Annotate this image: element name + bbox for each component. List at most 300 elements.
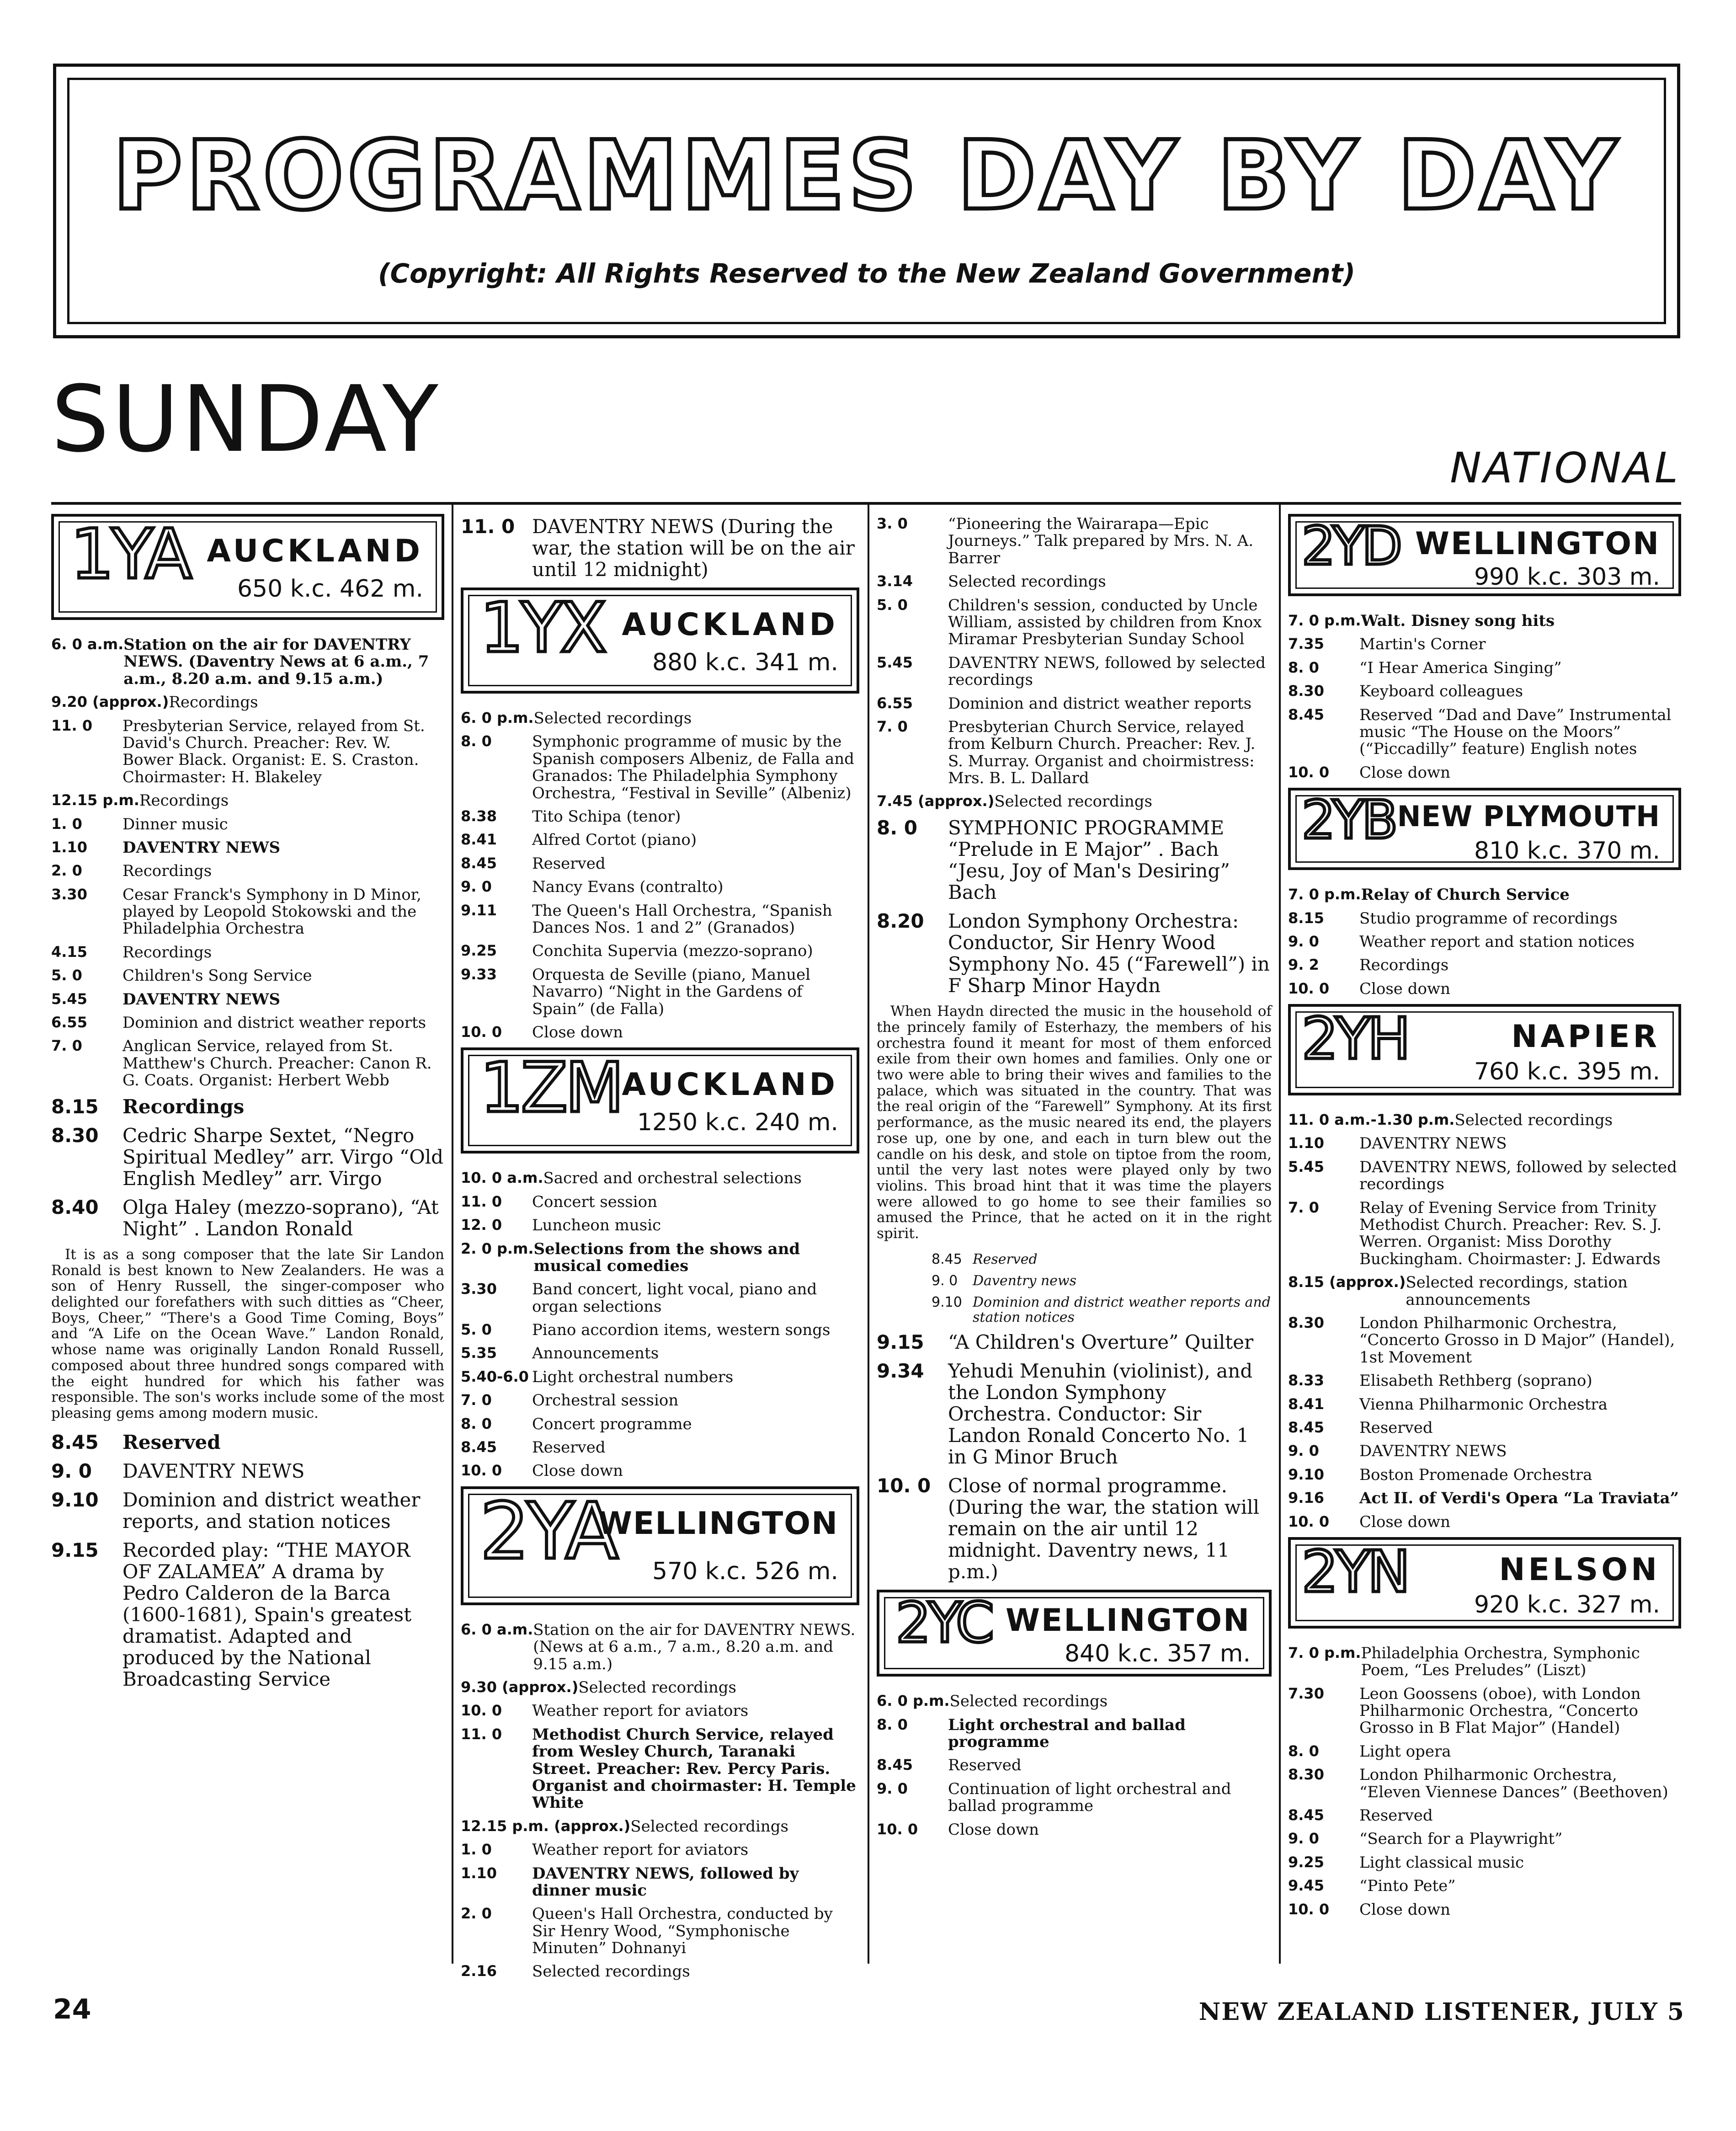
programme: Close down bbox=[1359, 763, 1450, 782]
station-code: 2YD bbox=[1302, 516, 1400, 577]
programme: Relay of Evening Service from Trinity Methodist Church. Preacher: Rev. S. J. Werren. Organist: Miss Dorothy Buckingham. Choirmaster: J. Edwards bbox=[1359, 1198, 1662, 1268]
time: 8. 0 bbox=[877, 816, 918, 839]
time: 8.33 bbox=[1288, 1372, 1324, 1389]
list-item bbox=[51, 1489, 444, 1532]
list-item bbox=[1288, 934, 1681, 951]
programme: Selected recordings, station announcements bbox=[1406, 1273, 1628, 1309]
list-item bbox=[461, 1726, 859, 1812]
time: 8. 0 bbox=[461, 732, 492, 750]
list-item bbox=[1288, 1373, 1681, 1389]
time: 8.15 bbox=[51, 1095, 99, 1118]
list-item bbox=[1288, 1514, 1681, 1531]
list-item bbox=[51, 816, 444, 833]
time: 5. 0 bbox=[51, 967, 82, 984]
list-item bbox=[877, 516, 1272, 567]
list-item bbox=[1288, 1743, 1681, 1760]
list-item bbox=[51, 1196, 444, 1239]
station-name: WELLINGTON bbox=[1415, 526, 1660, 562]
programme: Recordings bbox=[122, 943, 212, 961]
programme: Keyboard colleagues bbox=[1359, 682, 1523, 701]
programme: Weather report for aviators bbox=[532, 1841, 749, 1859]
list-item bbox=[51, 887, 444, 938]
time: 10. 0 bbox=[1288, 1512, 1330, 1530]
programme: Concert programme bbox=[532, 1415, 692, 1433]
list-item bbox=[1288, 957, 1681, 974]
station-2yc bbox=[877, 1590, 1272, 1677]
programme: Luncheon music bbox=[532, 1216, 661, 1235]
station-2yb bbox=[1288, 788, 1681, 870]
station-frequency: 570 k.c. 526 m. bbox=[652, 1557, 838, 1585]
programme: Martin's Corner bbox=[1359, 635, 1486, 654]
programme: DAVENTRY NEWS (During the war, the station will be on the air until 12 midnight) bbox=[532, 515, 855, 581]
programme: Reserved bbox=[532, 854, 606, 873]
list-item bbox=[51, 991, 444, 1008]
time: 8.45 bbox=[1288, 705, 1324, 723]
station-name: NEW PLYMOUTH bbox=[1397, 800, 1660, 833]
station-1ya bbox=[51, 514, 444, 620]
list-item bbox=[461, 1416, 859, 1433]
station-2ya bbox=[461, 1486, 859, 1605]
list-item bbox=[51, 1038, 444, 1089]
time: 8.30 bbox=[1288, 1314, 1324, 1331]
programme: Sacred and orchestral selections bbox=[543, 1169, 802, 1188]
list-item bbox=[1288, 1396, 1681, 1413]
station-name: AUCKLAND bbox=[622, 607, 838, 643]
list-item bbox=[877, 1475, 1272, 1582]
time: 9. 2 bbox=[1288, 956, 1319, 974]
column-divider bbox=[1279, 503, 1281, 1964]
time: 8.40 bbox=[51, 1196, 99, 1218]
list-item bbox=[877, 719, 1272, 787]
time: 8.45 bbox=[1288, 1806, 1324, 1824]
time: 11. 0 a.m.-1.30 p.m. bbox=[1288, 1111, 1455, 1129]
list-item bbox=[51, 1431, 444, 1453]
programme: Station on the air for DAVENTRY NEWS. (News at 6 a.m., 7 a.m., 8.20 a.m. and 9.15 a.m.) bbox=[533, 1620, 856, 1673]
list-item bbox=[51, 1539, 444, 1690]
time: 8.45 bbox=[877, 1756, 913, 1774]
programme: DAVENTRY NEWS, followed by selected recordings bbox=[948, 653, 1266, 689]
list-item bbox=[877, 1757, 1272, 1774]
time: 8.30 bbox=[51, 1124, 99, 1147]
programme: Cedric Sharpe Sextet, “Negro Spiritual Medley” arr. Virgo “Old English Medley” arr. Virgo bbox=[122, 1124, 444, 1190]
time: 3. 0 bbox=[877, 515, 908, 532]
list-item bbox=[461, 1170, 859, 1187]
programme: Philadelphia Orchestra, Symphonic Poem, “Les Preludes” (Liszt) bbox=[1361, 1644, 1640, 1680]
time: 12.15 p.m. (approx.) bbox=[461, 1817, 631, 1835]
list-item bbox=[932, 1295, 1272, 1325]
list-item bbox=[461, 1963, 859, 1980]
time: 5.45 bbox=[51, 990, 87, 1008]
programme: Conchita Supervia (mezzo-soprano) bbox=[532, 942, 813, 961]
list-item bbox=[461, 967, 859, 1018]
programme: Recordings bbox=[1359, 956, 1449, 975]
time: 6.55 bbox=[877, 694, 913, 712]
time: 9. 0 bbox=[51, 1459, 92, 1482]
programme: Dinner music bbox=[122, 815, 228, 833]
programme: Reserved bbox=[1359, 1418, 1433, 1437]
list-item bbox=[461, 1345, 859, 1362]
time: 6.55 bbox=[51, 1014, 87, 1031]
time: 3.30 bbox=[51, 885, 87, 903]
list-item bbox=[877, 1360, 1272, 1468]
station-code: 2YA bbox=[480, 1486, 616, 1577]
programme: Reserved bbox=[532, 1438, 606, 1457]
time: 9.20 (approx.) bbox=[51, 693, 169, 711]
station-frequency: 880 k.c. 341 m. bbox=[652, 649, 838, 677]
list-item bbox=[1288, 1645, 1681, 1679]
time: 11. 0 bbox=[461, 1725, 502, 1743]
time: 5.35 bbox=[461, 1344, 497, 1362]
list-item bbox=[1288, 887, 1681, 903]
list-item bbox=[932, 1273, 1272, 1288]
programme: Close down bbox=[1359, 1512, 1450, 1531]
time: 7. 0 bbox=[1288, 1198, 1319, 1216]
list-item bbox=[461, 832, 859, 849]
programme: Piano accordion items, western songs bbox=[532, 1321, 831, 1340]
programme: Orchestral session bbox=[532, 1391, 679, 1410]
time: 3.14 bbox=[877, 572, 913, 590]
list-item bbox=[1288, 764, 1681, 781]
list-item bbox=[1288, 1420, 1681, 1437]
time: 2.16 bbox=[461, 1962, 497, 1980]
time: 8. 0 bbox=[1288, 1742, 1319, 1760]
list-item bbox=[1288, 1686, 1681, 1737]
programme: Reserved bbox=[1359, 1806, 1433, 1825]
list-item bbox=[1288, 636, 1681, 653]
station-code: 2YH bbox=[1302, 1006, 1408, 1073]
programme: Anglican Service, relayed from St. Matthew's Church. Preacher: Canon R. G. Coats. Organist: Herbert Webb bbox=[122, 1037, 432, 1090]
time: 1.10 bbox=[1288, 1134, 1324, 1152]
programme: London Philharmonic Orchestra, “Concerto Grosso in D Major” (Handel), 1st Movement bbox=[1359, 1314, 1675, 1367]
time: 7.45 (approx.) bbox=[877, 792, 995, 810]
programme: Light orchestral and ballad programme bbox=[948, 1715, 1186, 1752]
time: 2. 0 p.m. bbox=[461, 1239, 534, 1257]
list-item bbox=[461, 1322, 859, 1339]
list-item bbox=[51, 839, 444, 856]
time: 7. 0 bbox=[877, 717, 908, 735]
station-name: WELLINGTON bbox=[1005, 1602, 1251, 1639]
list-item bbox=[877, 1821, 1272, 1838]
programme: Dominion and district weather reports, and station notices bbox=[122, 1488, 421, 1533]
time: 5.40-6.0 bbox=[461, 1367, 529, 1385]
list-item bbox=[461, 733, 859, 802]
header-rule bbox=[51, 502, 1681, 505]
list-item bbox=[877, 793, 1272, 810]
time: 8.15 (approx.) bbox=[1288, 1273, 1406, 1291]
list-item bbox=[461, 855, 859, 872]
list-item bbox=[1288, 1767, 1681, 1801]
list-item bbox=[461, 1679, 859, 1696]
time: 8.41 bbox=[461, 831, 497, 849]
programme: Children's Song Service bbox=[122, 967, 312, 985]
time: 8.45 bbox=[51, 1431, 99, 1453]
list-item bbox=[1288, 1315, 1681, 1366]
programme: Queen's Hall Orchestra, conducted by Sir Henry Wood, “Symphonische Minuten” Dohnanyi bbox=[532, 1905, 833, 1958]
list-item bbox=[877, 573, 1272, 590]
list-item bbox=[461, 1194, 859, 1211]
time: 12. 0 bbox=[461, 1216, 502, 1234]
time: 9. 0 bbox=[1288, 1442, 1319, 1460]
station-2yn bbox=[1288, 1537, 1681, 1629]
station-frequency: 1250 k.c. 240 m. bbox=[637, 1109, 838, 1137]
list-item bbox=[1288, 1854, 1681, 1871]
station-frequency: 760 k.c. 395 m. bbox=[1474, 1058, 1660, 1086]
page-number: 24 bbox=[53, 1993, 91, 2025]
time: 7. 0 p.m. bbox=[1288, 1644, 1361, 1661]
programme: Boston Promenade Orchestra bbox=[1359, 1465, 1592, 1484]
list-item bbox=[877, 817, 1272, 903]
list-item bbox=[877, 655, 1272, 689]
station-code: 2YC bbox=[896, 1592, 991, 1656]
list-item bbox=[1288, 1807, 1681, 1824]
programme: The Queen's Hall Orchestra, “Spanish Dances Nos. 1 and 2” (Granados) bbox=[532, 901, 832, 937]
station-frequency: 810 k.c. 370 m. bbox=[1474, 837, 1660, 865]
programme: Recordings bbox=[122, 1095, 245, 1118]
header-banner bbox=[53, 64, 1680, 338]
time: 8.20 bbox=[877, 909, 924, 932]
time: 7. 0 bbox=[461, 1391, 492, 1409]
programme: Vienna Philharmonic Orchestra bbox=[1359, 1395, 1608, 1414]
programme: Recordings bbox=[122, 862, 212, 881]
programme: “Search for a Playwright” bbox=[1359, 1830, 1563, 1848]
list-item bbox=[1288, 910, 1681, 927]
time: 9. 0 bbox=[1288, 932, 1319, 950]
time: 8.15 bbox=[1288, 909, 1324, 927]
time: 6. 0 a.m. bbox=[51, 636, 124, 653]
list-item bbox=[1288, 1159, 1681, 1193]
programme: Walt. Disney song hits bbox=[1361, 612, 1555, 630]
programme: Daventry news bbox=[973, 1272, 1076, 1289]
programme: Selected recordings bbox=[578, 1678, 737, 1697]
list-item bbox=[51, 1015, 444, 1031]
time: 5. 0 bbox=[461, 1321, 492, 1339]
list-item bbox=[461, 1818, 859, 1835]
time: 10. 0 a.m. bbox=[461, 1169, 543, 1187]
list-item bbox=[51, 967, 444, 984]
programme-note: It is as a song composer that the late Sir Landon Ronald is best known to New Zealanders. He was a son of Henry Russell, the singer-composer who delighted our forefathers with such ditties as “Cheer, Boys, Cheer,” “There's a Good Time Coming, Boys” and “A Life on the Ocean Wave.” Landon Ronald, whose name was originally Landon Ronald Russell, composed about three hundred songs compared with the eight hundred for which his father was responsible. The son's works include some of the most pleasing gems among modern music. bbox=[51, 1246, 444, 1421]
list-item bbox=[461, 1463, 859, 1479]
programme: Selected recordings bbox=[532, 1962, 690, 1981]
time: 7. 0 bbox=[51, 1037, 82, 1055]
station-1zm bbox=[461, 1047, 859, 1154]
time: 7. 0 p.m. bbox=[1288, 886, 1361, 903]
time: 8.30 bbox=[1288, 1766, 1324, 1784]
programme: DAVENTRY NEWS, followed by selected recordings bbox=[1359, 1158, 1677, 1194]
list-item bbox=[1288, 613, 1681, 630]
programme: Methodist Church Service, relayed from Wesley Church, Taranaki Street. Preacher: Rev. Percy Paris. Organist and choirmaster: H. Temple White bbox=[532, 1725, 856, 1812]
programme: Selected recordings bbox=[533, 709, 692, 728]
list-item bbox=[877, 1717, 1272, 1751]
programme-note: When Haydn directed the music in the household of the princely family of Esterhazy, the members of his orchestra found it meant for most of them enforced exile from their own homes and families. Only one or two were able to bring their wives and families to the palace, which was situated in the country. That was the real origin of the “Farewell” Symphony. At its first performance, as the music neared its end, the players rose up, one by one, and each in turn blew out the candle on his desk, and stole on tiptoe from the room, until the very last notes were played only by two violins. This broad hint that it was time the players were allowed to go home to see their families so amused the Prince, that he acted on it in the right spirit. bbox=[877, 1003, 1272, 1242]
programme: Close down bbox=[1359, 1900, 1450, 1919]
list-item bbox=[1288, 1200, 1681, 1268]
list-item bbox=[1288, 1467, 1681, 1484]
station-frequency: 840 k.c. 357 m. bbox=[1064, 1640, 1251, 1668]
station-1yx bbox=[461, 587, 859, 694]
programme: Selected recordings bbox=[949, 1692, 1108, 1711]
time: 9.45 bbox=[1288, 1877, 1324, 1895]
station-code: 1YX bbox=[480, 588, 604, 668]
list-item bbox=[51, 718, 444, 786]
time: 10. 0 bbox=[877, 1474, 931, 1497]
time: 8. 0 bbox=[1288, 658, 1319, 676]
station-name: AUCKLAND bbox=[622, 1067, 838, 1103]
day-heading: SUNDAY bbox=[51, 366, 441, 473]
time: 10. 0 bbox=[1288, 763, 1330, 781]
list-item bbox=[1288, 683, 1681, 700]
list-item bbox=[877, 910, 1272, 996]
list-item bbox=[461, 1703, 859, 1720]
list-item bbox=[1288, 1443, 1681, 1460]
copyright-notice: (Copyright: All Rights Reserved to the New Zealand Government) bbox=[378, 258, 1355, 289]
list-item bbox=[461, 1281, 859, 1315]
station-name: WELLINGTON bbox=[597, 1505, 838, 1542]
programme: Elisabeth Rethberg (soprano) bbox=[1359, 1372, 1592, 1390]
list-item bbox=[461, 879, 859, 896]
programme: Band concert, light vocal, piano and organ selections bbox=[532, 1280, 817, 1316]
list-item bbox=[1288, 660, 1681, 677]
list-item bbox=[461, 1392, 859, 1409]
time: 8.30 bbox=[1288, 682, 1324, 700]
station-name: NAPIER bbox=[1511, 1019, 1660, 1055]
time: 8.45 bbox=[461, 854, 497, 872]
programme: Continuation of light orchestral and ballad programme bbox=[948, 1779, 1231, 1816]
list-item bbox=[461, 1865, 859, 1900]
time: 1.10 bbox=[461, 1864, 497, 1882]
list-item bbox=[877, 597, 1272, 648]
list-item bbox=[877, 695, 1272, 712]
time: 8. 0 bbox=[461, 1415, 492, 1432]
programme: Nancy Evans (contralto) bbox=[532, 878, 724, 897]
list-item bbox=[461, 1842, 859, 1859]
programme: Leon Goossens (oboe), with London Philharmonic Orchestra, “Concerto Grosso in B Flat Major” (Handel) bbox=[1359, 1684, 1641, 1737]
programme: Selected recordings bbox=[994, 792, 1153, 811]
programme: DAVENTRY NEWS bbox=[122, 1459, 305, 1482]
publication-footer: NEW ZEALAND LISTENER, JULY 5 bbox=[1198, 1998, 1685, 2026]
time: 8.45 bbox=[461, 1438, 497, 1456]
programme: Close down bbox=[948, 1820, 1039, 1839]
list-item bbox=[877, 1693, 1272, 1710]
programme: Studio programme of recordings bbox=[1359, 909, 1618, 928]
programme: Light opera bbox=[1359, 1742, 1451, 1761]
programme: Yehudi Menuhin (violinist), and the London Symphony Orchestra. Conductor: Sir Landon Ronald Concerto No. 1 in G Minor Bruch bbox=[948, 1359, 1253, 1469]
time: 9. 0 bbox=[1288, 1830, 1319, 1848]
station-code: 1YA bbox=[70, 515, 190, 594]
list-item bbox=[1288, 1135, 1681, 1152]
list-item bbox=[51, 1125, 444, 1189]
section-label: NATIONAL bbox=[1450, 443, 1680, 492]
programme: Selected recordings bbox=[1454, 1111, 1613, 1130]
list-item bbox=[461, 808, 859, 825]
time: 8.45 bbox=[932, 1251, 962, 1267]
time: 7.30 bbox=[1288, 1684, 1324, 1702]
station-code: 1ZM bbox=[480, 1048, 622, 1128]
programme: Dominion and district weather reports bbox=[948, 694, 1252, 713]
list-item bbox=[461, 903, 859, 937]
programme: Announcements bbox=[532, 1344, 659, 1363]
list-item bbox=[877, 1331, 1272, 1353]
programme: Presbyterian Service, relayed from St. David's Church. Preacher: Rev. W. Bower Black. Organist: E. S. Craston. Choirmaster: H. Blakeley bbox=[122, 716, 425, 786]
programme: Dominion and district weather reports bbox=[122, 1014, 426, 1032]
time: 9. 0 bbox=[461, 878, 492, 896]
programme: “A Children's Overture” Quilter bbox=[948, 1330, 1254, 1353]
programme: DAVENTRY NEWS bbox=[1359, 1442, 1507, 1461]
list-item bbox=[51, 694, 444, 711]
programme: Selected recordings bbox=[948, 572, 1106, 591]
list-item bbox=[1288, 1831, 1681, 1848]
station-name: NELSON bbox=[1499, 1551, 1660, 1588]
time: 5.45 bbox=[877, 653, 913, 671]
time: 9.25 bbox=[461, 942, 497, 960]
programme: Concert session bbox=[532, 1192, 657, 1211]
station-2yd bbox=[1288, 514, 1681, 596]
programme: Light orchestral numbers bbox=[532, 1367, 734, 1386]
programme: London Symphony Orchestra: Conductor, Sir Henry Wood Symphony No. 45 (“Farewell”) in F Sharp Minor Haydn bbox=[948, 909, 1270, 997]
time: 11. 0 bbox=[461, 515, 515, 538]
list-item bbox=[461, 1024, 859, 1041]
programme: Tito Schipa (tenor) bbox=[532, 807, 681, 826]
time: 10. 0 bbox=[461, 1702, 502, 1720]
time: 5. 0 bbox=[877, 596, 908, 614]
programme: Close down bbox=[532, 1462, 623, 1480]
time: 10. 0 bbox=[461, 1023, 502, 1041]
time: 10. 0 bbox=[877, 1820, 918, 1838]
list-item bbox=[461, 710, 859, 727]
list-item bbox=[51, 1460, 444, 1482]
list-item bbox=[461, 516, 859, 580]
page-title: PROGRAMMES DAY BY DAY bbox=[112, 121, 1621, 231]
time: 9.11 bbox=[461, 901, 497, 919]
time: 12.15 p.m. bbox=[51, 791, 139, 809]
time: 5.45 bbox=[1288, 1158, 1324, 1175]
list-item bbox=[461, 1906, 859, 1957]
station-frequency: 650 k.c. 462 m. bbox=[237, 575, 423, 603]
list-item bbox=[51, 636, 444, 688]
station-2yh bbox=[1288, 1004, 1681, 1095]
programme: Recordings bbox=[169, 693, 258, 712]
column-divider bbox=[868, 503, 869, 1964]
time: 3.30 bbox=[461, 1280, 497, 1298]
programme: Act II. of Verdi's Opera “La Traviata” bbox=[1359, 1489, 1679, 1508]
list-item bbox=[932, 1252, 1272, 1267]
column-3 bbox=[877, 511, 1272, 1964]
list-item bbox=[1288, 1901, 1681, 1918]
time: 9.34 bbox=[877, 1359, 924, 1382]
programme: Orquesta de Seville (piano, Manuel Navarro) “Night in the Gardens of Spain” (de Falla) bbox=[532, 965, 810, 1018]
programme: DAVENTRY NEWS bbox=[1359, 1134, 1507, 1153]
programme: Dominion and district weather reports and station notices bbox=[973, 1294, 1271, 1325]
programme: Reserved “Dad and Dave” Instrumental music “The House on the Moors” (“Piccadilly” feature) English notes bbox=[1359, 705, 1672, 758]
programme: Weather report and station notices bbox=[1359, 932, 1635, 951]
time: 1. 0 bbox=[51, 815, 82, 833]
time: 9.15 bbox=[877, 1330, 924, 1353]
programme: Light classical music bbox=[1359, 1853, 1524, 1872]
time: 8.45 bbox=[1288, 1418, 1324, 1436]
list-item bbox=[1288, 1878, 1681, 1895]
list-item bbox=[51, 944, 444, 961]
list-item bbox=[51, 863, 444, 880]
programme: “I Hear America Singing” bbox=[1359, 658, 1562, 677]
programme: Selected recordings bbox=[630, 1817, 788, 1836]
list-item bbox=[1288, 1274, 1681, 1309]
column-4 bbox=[1288, 511, 1681, 1964]
time: 8.38 bbox=[461, 807, 497, 825]
column-1 bbox=[51, 511, 444, 1964]
list-item bbox=[1288, 1112, 1681, 1129]
time: 10. 0 bbox=[461, 1462, 502, 1479]
time: 9.33 bbox=[461, 965, 497, 983]
programme: Close down bbox=[1359, 979, 1450, 998]
